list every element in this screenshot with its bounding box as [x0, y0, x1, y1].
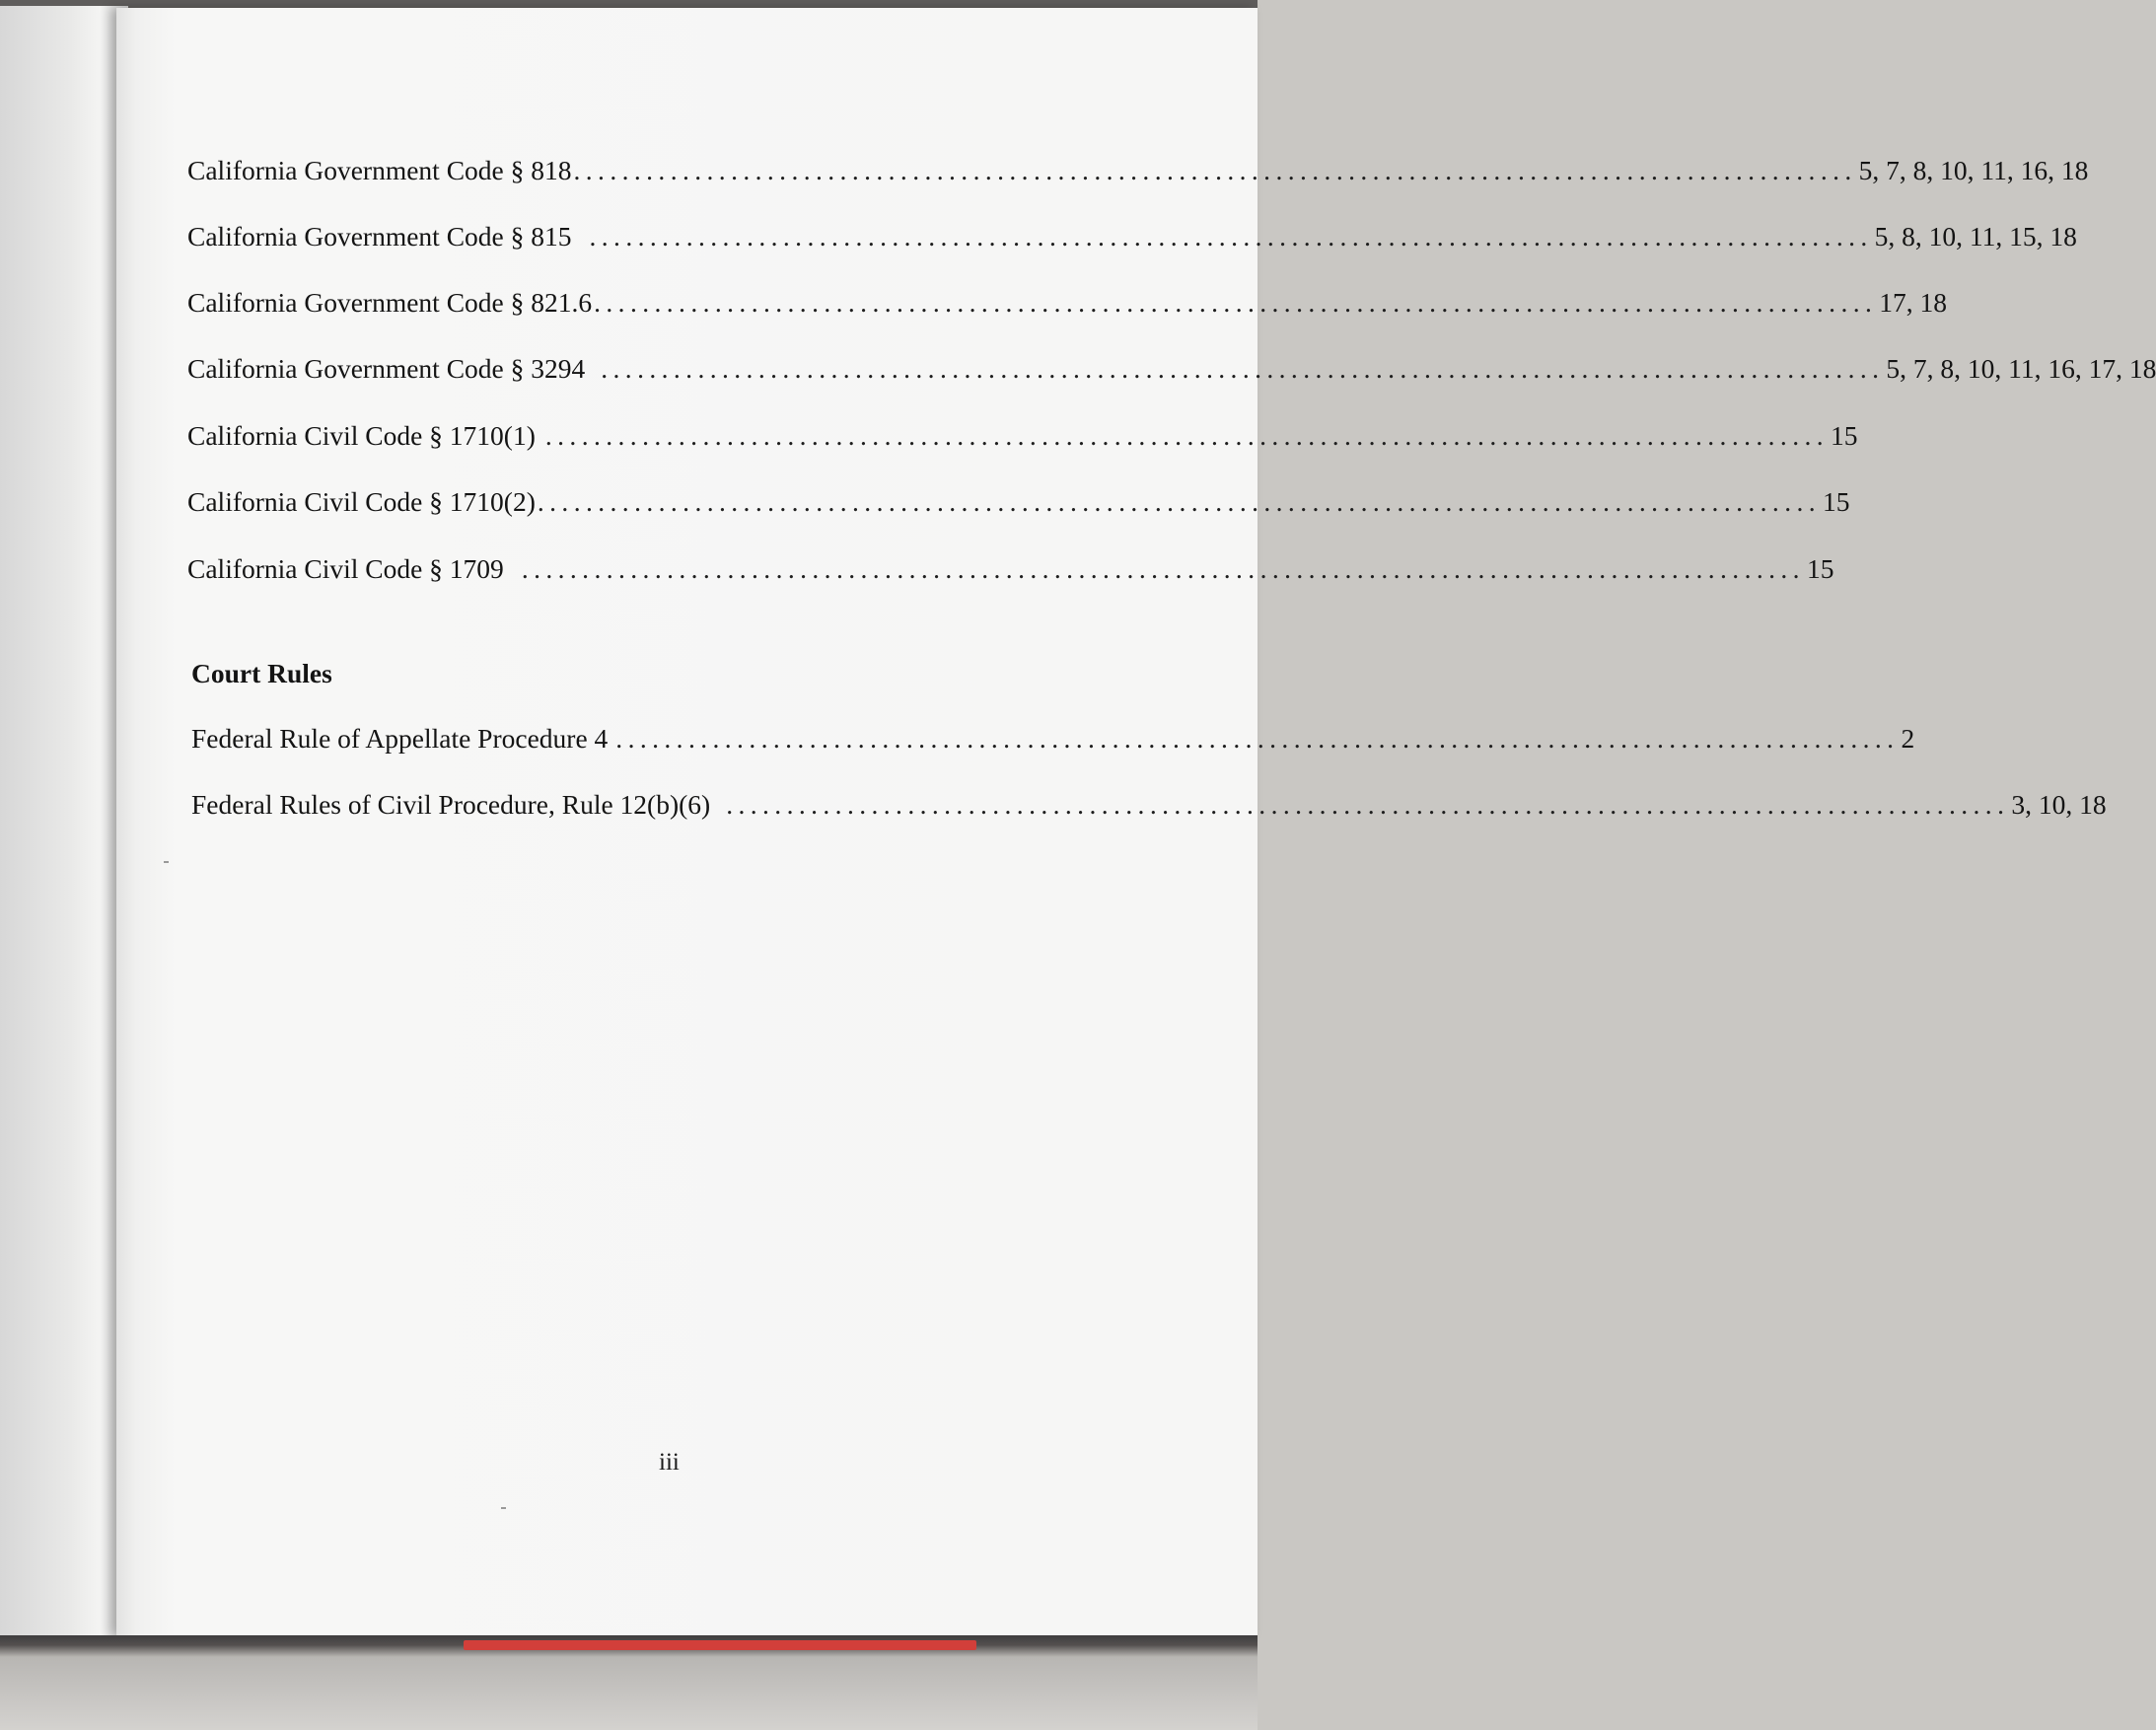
dot-leader: ..........................................................................................................: [589, 221, 1873, 252]
authority-title: Federal Rule of Appellate Procedure 4: [191, 723, 609, 754]
authority-entry: [187, 420, 1858, 454]
authority-pages: 3, 10, 18: [2011, 789, 2107, 820]
authority-entry: [187, 155, 2089, 188]
authority-pages: 2: [1901, 723, 1915, 754]
stray-mark: [501, 1507, 506, 1509]
authority-title: California Civil Code § 1709: [187, 553, 504, 584]
authority-pages: 17, 18: [1879, 287, 1948, 318]
authority-entry: [187, 221, 2077, 254]
authority-entry: [191, 723, 1915, 757]
authority-entry: [187, 486, 1850, 520]
dot-leader: ..........................................................................................................: [601, 353, 1885, 384]
red-cover-edge: [464, 1640, 976, 1650]
authority-title: California Government Code § 815: [187, 221, 572, 252]
dot-leader: ..........................................................................................................: [594, 287, 1878, 318]
authority-pages: 15: [1806, 553, 1834, 584]
dot-leader: ..........................................................................................................: [726, 789, 2010, 820]
page-number: iii: [659, 1449, 680, 1476]
authority-title: Federal Rules of Civil Procedure, Rule 12(b)(6): [191, 789, 711, 820]
dot-leader: ..........................................................................................................: [537, 486, 1822, 517]
authority-pages: 5, 8, 10, 11, 15, 18: [1874, 221, 2077, 252]
authority-title: California Government Code § 818: [187, 155, 572, 185]
authority-title: California Government Code § 821.6: [187, 287, 593, 318]
authority-entry: [187, 353, 2156, 387]
facing-page: [0, 6, 128, 1638]
authority-pages: 5, 7, 8, 10, 11, 16, 18: [1858, 155, 2089, 185]
dot-leader: ..........................................................................................................: [615, 723, 1900, 754]
authority-entry: [191, 789, 2107, 823]
authority-title: California Civil Code § 1710(2): [187, 486, 536, 517]
stray-mark: [164, 861, 169, 863]
dot-leader: ..........................................................................................................: [573, 155, 1857, 185]
dot-leader: ..........................................................................................................: [544, 420, 1830, 451]
authority-entry: [187, 287, 1948, 321]
authority-title: California Government Code § 3294: [187, 353, 586, 384]
section-heading-court-rules: Court Rules: [191, 658, 332, 688]
binding-edge: [0, 0, 1258, 8]
authority-entry: [187, 553, 1834, 587]
dot-leader: ..........................................................................................................: [521, 553, 1805, 584]
authority-title: California Civil Code § 1710(1): [187, 420, 536, 451]
authority-pages: 15: [1823, 486, 1850, 517]
authority-pages: 15: [1831, 420, 1858, 451]
authority-pages: 5, 7, 8, 10, 11, 16, 17, 18: [1886, 353, 2156, 384]
